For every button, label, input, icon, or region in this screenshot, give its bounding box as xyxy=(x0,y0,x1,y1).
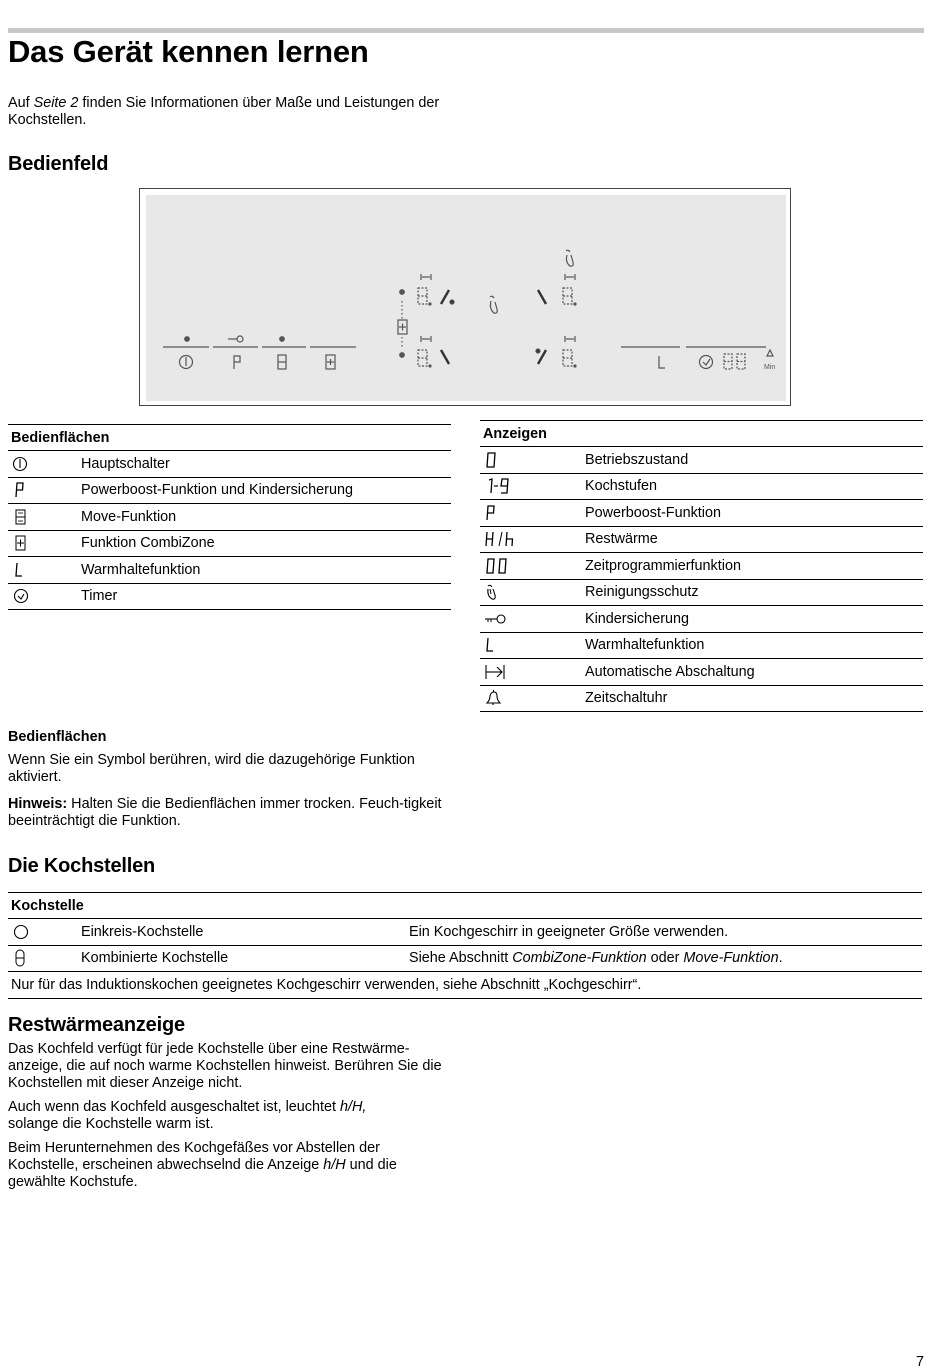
row-label: Kombinierte Kochstelle xyxy=(78,945,406,972)
table-row xyxy=(480,500,923,527)
row-label: Powerboost-Funktion und Kindersicherung xyxy=(78,477,451,504)
table-row xyxy=(480,659,923,686)
slider-strokes xyxy=(441,290,546,364)
table-footnote: Nur für das Induktionskochen geeignetes Kochgeschirr verwenden, siehe Abschnitt „Kochgeschirr“. xyxy=(8,972,922,999)
digit-display xyxy=(563,288,572,304)
hint-paragraph: Hinweis: Halten Sie die Bedienflächen immer trocken. Feuch-tigkeit beeinträchtigt die Funktion. xyxy=(8,796,442,829)
p-icon xyxy=(234,356,240,369)
section-heading-restwaerme: Restwärmeanzeige xyxy=(8,1014,185,1036)
row-label: Move-Funktion xyxy=(78,504,451,531)
table-row xyxy=(8,530,451,557)
combizone-icon xyxy=(326,355,335,369)
row-label: Automatische Abschaltung xyxy=(582,659,923,686)
row-label: Reinigungsschutz xyxy=(582,579,923,606)
p-icon xyxy=(483,504,503,522)
table-row xyxy=(480,473,923,500)
timer-digits xyxy=(724,354,745,369)
row-label: Warmhaltefunktion xyxy=(78,557,451,584)
combizone-link[interactable]: CombiZone-Funktion xyxy=(512,950,647,967)
page-number: 7 xyxy=(915,1354,924,1370)
row-label: Kochstufen xyxy=(582,473,923,500)
residual-heat-symbol: h/H xyxy=(323,1157,346,1173)
p-icon xyxy=(11,481,31,499)
auto-off-icon xyxy=(565,336,575,342)
section-heading-kochstellen: Die Kochstellen xyxy=(8,855,156,877)
row-description: Ein Kochgeschirr in geeigneter Größe verwenden. xyxy=(406,919,922,946)
header-rule xyxy=(8,28,924,33)
min-label: Min xyxy=(764,364,776,371)
residual-heat-icon xyxy=(483,530,517,548)
touch-fields-paragraph: Wenn Sie ein Symbol berühren, wird die dazugehörige Funktion aktiviert. xyxy=(8,752,415,785)
cleaning-hand-icon xyxy=(483,583,503,601)
table-row xyxy=(8,557,451,584)
table-row xyxy=(480,685,923,712)
l-icon xyxy=(483,636,503,654)
cleaning-hand-icon xyxy=(490,296,497,313)
double-zero-icon xyxy=(483,557,513,575)
power-icon xyxy=(11,455,31,473)
row-label: Powerboost-Funktion xyxy=(582,500,923,527)
table-header: Kochstelle xyxy=(8,893,922,919)
combizone-icon xyxy=(398,320,407,334)
control-panel-figure xyxy=(139,188,791,406)
table-header: Anzeigen xyxy=(480,421,923,447)
row-label: Warmhaltefunktion xyxy=(582,632,923,659)
slider-dot xyxy=(536,349,540,353)
table-row xyxy=(8,504,451,531)
indicator-dot xyxy=(280,337,285,342)
bell-icon xyxy=(767,350,773,356)
timer-icon xyxy=(11,587,31,605)
key-icon xyxy=(483,610,509,628)
table-row xyxy=(480,447,923,474)
indicator-dot xyxy=(400,353,405,358)
table-row xyxy=(8,919,922,946)
residual-heat-symbol: h/H, xyxy=(340,1099,367,1115)
key-icon xyxy=(228,336,243,342)
move-link[interactable]: Move-Funktion xyxy=(683,950,779,967)
anzeigen-table xyxy=(480,420,923,712)
subheading-bedienflaechen: Bedienflächen xyxy=(8,729,107,745)
row-label: Restwärme xyxy=(582,526,923,553)
table-row xyxy=(8,972,922,999)
levels-icon xyxy=(483,477,513,495)
row-label: Timer xyxy=(78,583,451,610)
table-row xyxy=(8,945,922,972)
restwaerme-paragraph-1: Das Kochfeld verfügt für jede Kochstelle über eine Restwärme-anzeige, die auf noch warme Kochstellen hinweist. Berühren Sie die Kochstellen mit dieser Anzeige nicht. xyxy=(8,1041,442,1091)
digit-display xyxy=(418,350,427,366)
bedienflaechen-table xyxy=(8,424,451,610)
indicator-dot xyxy=(400,290,405,295)
single-zone-icon xyxy=(11,923,31,941)
restwaerme-paragraph-2: Auch wenn das Kochfeld ausgeschaltet ist, leuchtet h/H, solange die Kochstelle warm ist. xyxy=(8,1099,367,1132)
table-header: Bedienflächen xyxy=(8,425,451,451)
table-row xyxy=(480,526,923,553)
l-icon xyxy=(11,561,31,579)
power-icon xyxy=(180,356,193,369)
table-row xyxy=(8,477,451,504)
row-description: Siehe Abschnitt CombiZone-Funktion oder Move-Funktion. xyxy=(406,945,922,972)
table-row xyxy=(480,579,923,606)
auto-off-icon xyxy=(421,336,431,342)
auto-off-icon xyxy=(565,274,575,280)
combizone-icon xyxy=(11,534,31,552)
restwaerme-paragraph-3: Beim Herunternehmen des Kochgefäßes vor Abstellen der Kochstelle, erscheinen abwechselnd die Anzeige h/H und die gewählte Kochstufe. xyxy=(8,1140,397,1190)
page-reference-link[interactable]: Seite 2 xyxy=(33,95,79,111)
combined-zone-icon xyxy=(11,949,31,967)
move-icon xyxy=(11,508,31,526)
digit-display xyxy=(563,350,572,366)
intro-paragraph: Auf Seite 2 finden Sie Informationen über Maße und Leistungen der Kochstellen. xyxy=(8,95,440,128)
section-heading-bedienfeld: Bedienfeld xyxy=(8,153,109,175)
row-label: Einkreis-Kochstelle xyxy=(78,919,406,946)
table-row xyxy=(8,583,451,610)
move-icon xyxy=(278,355,286,369)
digit-display xyxy=(418,288,427,304)
zero-icon xyxy=(483,451,503,469)
kochstellen-table xyxy=(8,892,922,999)
table-row xyxy=(480,606,923,633)
row-label: Kindersicherung xyxy=(582,606,923,633)
indicator-dot xyxy=(185,337,190,342)
slider-dot xyxy=(450,300,454,304)
control-panel-drawing xyxy=(140,189,790,405)
table-row xyxy=(480,553,923,580)
table-row xyxy=(8,451,451,478)
row-label: Zeitschaltuhr xyxy=(582,685,923,712)
row-label: Hauptschalter xyxy=(78,451,451,478)
page-title: Das Gerät kennen lernen xyxy=(8,34,369,69)
timer-icon xyxy=(700,356,713,369)
auto-off-icon xyxy=(483,663,509,681)
bell-icon xyxy=(483,689,503,707)
row-label: Funktion CombiZone xyxy=(78,530,451,557)
auto-off-icon xyxy=(421,274,431,280)
cleaning-hand-icon xyxy=(566,250,573,266)
row-label: Zeitprogrammierfunktion xyxy=(582,553,923,580)
row-label: Betriebszustand xyxy=(582,447,923,474)
l-icon xyxy=(659,356,665,368)
table-row xyxy=(480,632,923,659)
